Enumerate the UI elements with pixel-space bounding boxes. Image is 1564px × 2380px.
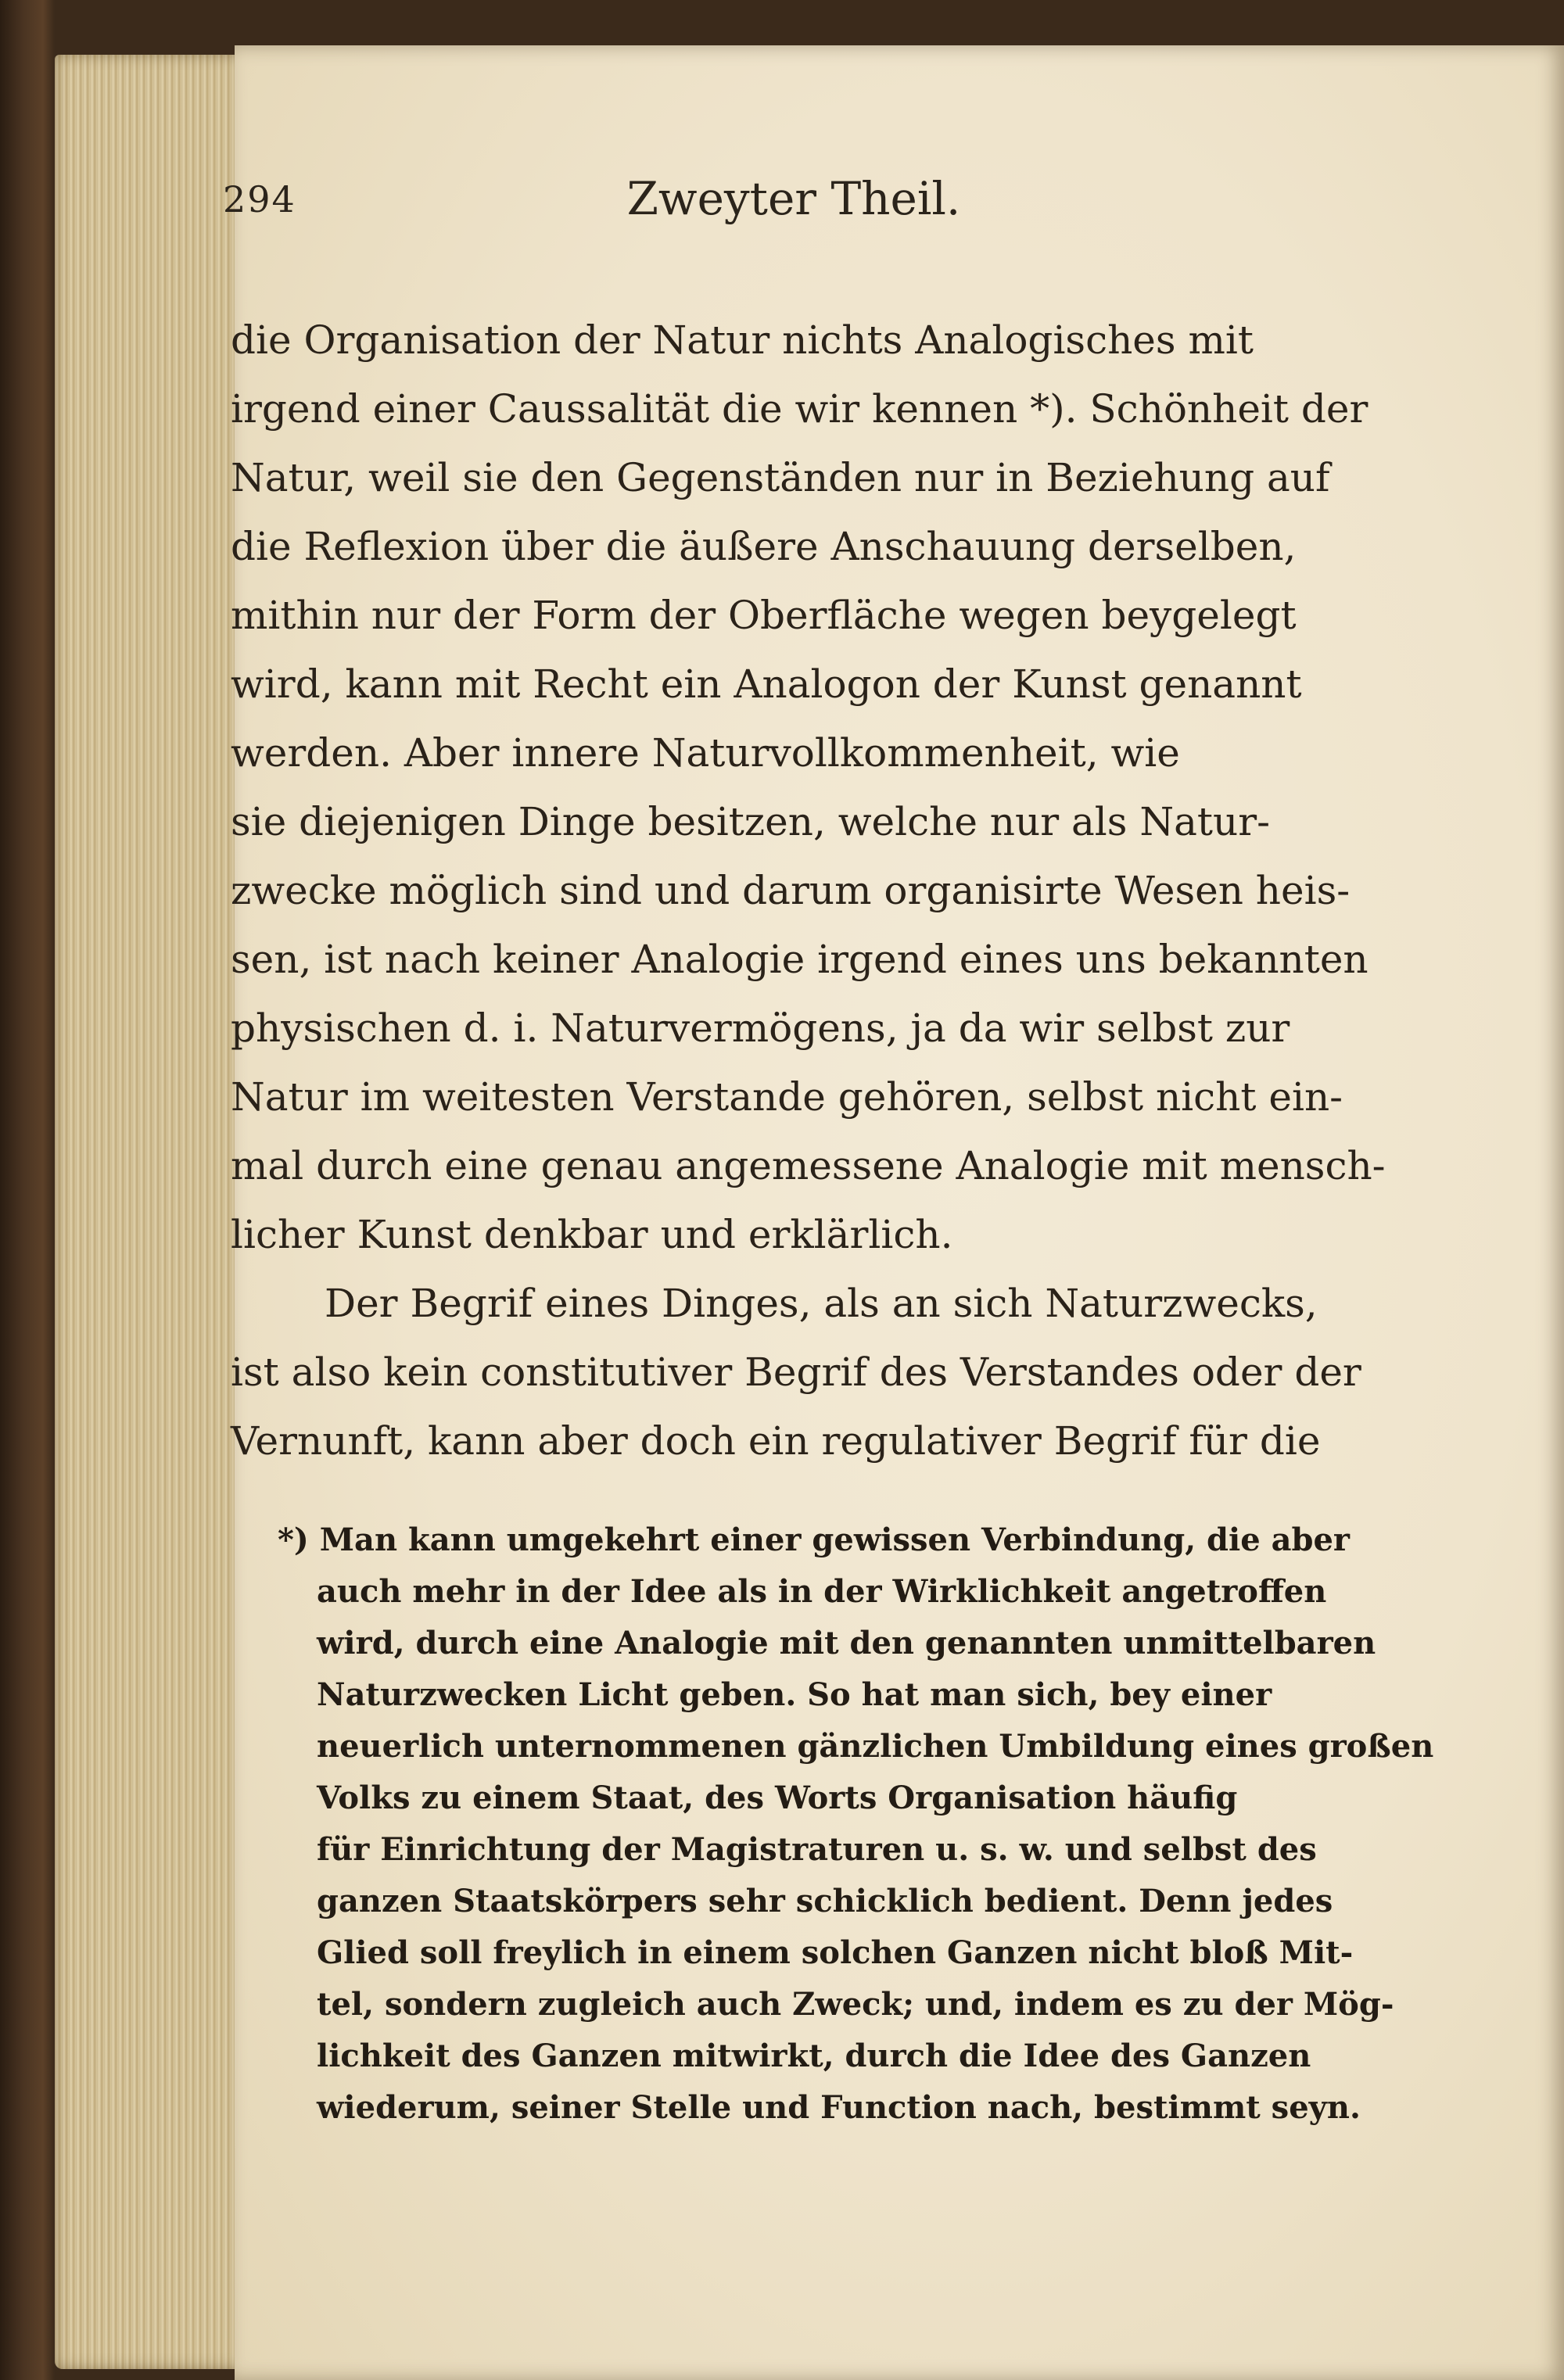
text-line: physischen d. i. Naturvermögens, ja da wir selbst zur <box>231 1005 1290 1051</box>
footnote-line: lichkeit des Ganzen mitwirkt, durch die Idee des Ganzen <box>317 2038 1311 2074</box>
text-line: zwecke möglich sind und darum organisirte Wesen heis- <box>231 868 1351 913</box>
text-line: licher Kunst denkbar und erklärlich. <box>231 1212 953 1257</box>
text-line: mithin nur der Form der Oberfläche wegen beygelegt <box>231 593 1297 638</box>
footnote-line: wiederum, seiner Stelle und Function nach, bestimmt seyn. <box>317 2089 1361 2126</box>
running-title: Zweyter Theil. <box>626 172 961 225</box>
text-line: Natur, weil sie den Gegenständen nur in Beziehung auf <box>231 455 1330 500</box>
text-line: irgend einer Caussalität die wir kennen *). Schönheit der <box>231 386 1368 432</box>
text-line: sen, ist nach keiner Analogie irgend eines uns bekannten <box>231 937 1368 982</box>
footnote-line: Glied soll freylich in einem solchen Ganzen nicht bloß Mit- <box>317 1934 1354 1971</box>
text-line: werden. Aber innere Naturvollkommenheit, wie <box>231 730 1180 776</box>
text-line: ist also kein constitutiver Begrif des Verstandes oder der <box>231 1350 1361 1395</box>
text-line: die Organisation der Natur nichts Analogisches mit <box>231 317 1254 363</box>
footnote-line: *) Man kann umgekehrt einer gewissen Verbindung, die aber <box>278 1522 1350 1558</box>
footnote-line: wird, durch eine Analogie mit den genannten unmittelbaren <box>317 1625 1376 1661</box>
footnote-line: für Einrichtung der Magistraturen u. s. w. und selbst des <box>317 1831 1317 1868</box>
footnote-line: ganzen Staatskörpers sehr schicklich bedient. Denn jedes <box>317 1883 1333 1919</box>
footnote-line: Naturzwecken Licht geben. So hat man sich, bey einer <box>317 1676 1272 1713</box>
footnote-line: tel, sondern zugleich auch Zweck; und, indem es zu der Mög- <box>317 1986 1394 2023</box>
paragraph-first-line: Der Begrif eines Dinges, als an sich Naturzwecks, <box>325 1281 1318 1326</box>
page-number: 294 <box>223 178 296 220</box>
text-line: sie diejenigen Dinge besitzen, welche nur als Natur- <box>231 799 1271 844</box>
footnote-line: neuerlich unternommenen gänzlichen Umbildung eines großen <box>317 1728 1434 1765</box>
text-line: wird, kann mit Recht ein Analogon der Kunst genannt <box>231 661 1302 707</box>
text-line: Natur im weitesten Verstande gehören, selbst nicht ein- <box>231 1074 1343 1120</box>
footnote-line: auch mehr in der Idee als in der Wirklichkeit angetroffen <box>317 1573 1327 1610</box>
text-line: Vernunft, kann aber doch ein regulativer Begrif für die <box>231 1418 1321 1464</box>
footnote-line: Volks zu einem Staat, des Worts Organisation häufig <box>317 1780 1238 1816</box>
page-header <box>223 172 1357 249</box>
text-line: mal durch eine genau angemessene Analogie mit mensch- <box>231 1143 1386 1188</box>
text-line: die Reflexion über die äußere Anschauung derselben, <box>231 524 1297 569</box>
page-edges <box>55 55 242 2369</box>
